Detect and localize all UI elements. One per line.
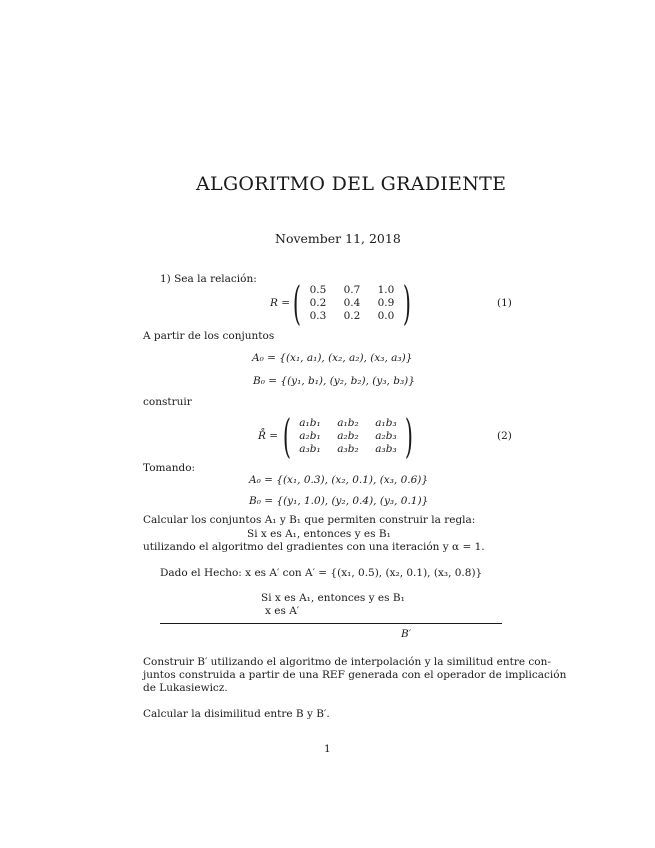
construct-label: construir [143,396,192,408]
relation-lhs: R = [270,297,291,309]
document-title: ALGORITMO DEL GRADIENTE [196,173,507,195]
set-B0-general: B₀ = {(y₁, b₁), (y₂, b₂), (y₃, b₃)} [253,375,415,387]
using-gradient-text: utilizando el algoritmo del gradientes con una iteración y α = 1. [143,541,485,553]
inference-divider [160,623,502,624]
page-number: 1 [324,743,331,755]
matrix-cell: 0.3 [309,309,327,322]
matrix-cell: a₃b₃ [375,442,397,455]
matrix-cell: a₃b₂ [337,442,359,455]
matrix-cell: a₂b₂ [337,429,359,442]
inference-rule: Si x es A₁, entonces y es B₁ [261,592,405,604]
matrix-cell: a₁b₂ [337,416,359,429]
matrix-cell: a₂b₃ [375,429,397,442]
matrix-cell: a₃b₁ [299,442,321,455]
document-date: November 11, 2018 [275,231,401,246]
set-B0-values: B₀ = {(y₁, 1.0), (y₂, 0.4), (y₃, 0.1)} [249,495,429,507]
taking-label: Tomando: [143,462,196,474]
inference-result: B′ [401,628,412,640]
right-paren: ) [404,409,413,463]
problem-1-label: 1) Sea la relación: [160,273,257,285]
intro-sets: A partir de los conjuntos [143,330,275,342]
matrix-cell: a₁b₃ [375,416,397,429]
matrix-cell: a₂b₁ [299,429,321,442]
matrix-R-grid [306,284,398,323]
construct-paragraph-line-2: juntos construida a partir de una REF generada con el operador de implicación [143,669,567,681]
matrix-cell: 0.2 [309,296,327,309]
fact-line: Dado el Hecho: x es A′ con A′ = {(x₁, 0.5), (x₂, 0.1), (x₃, 0.8)} [160,567,483,579]
equation-2-number: (2) [497,430,512,442]
dissimilarity-line: Calcular la disimilitud entre B y B′. [143,708,330,720]
left-paren: ( [282,409,292,463]
rule-line: Si x es A₁, entonces y es B₁ [247,528,391,540]
left-paren: ( [292,276,302,330]
set-A0-general: A₀ = {(x₁, a₁), (x₂, a₂), (x₃, a₃)} [252,352,413,364]
construct-paragraph-line-3: de Lukasiewicz. [143,682,228,694]
construct-paragraph-line-1: Construir B′ utilizando el algoritmo de interpolación y la similitud entre con- [143,656,551,668]
matrix-cell: 0.7 [343,283,361,296]
matrix-cell: 0.0 [377,309,395,322]
matrix-R-star [278,409,418,463]
matrix-cell: 0.2 [343,309,361,322]
right-paren: ) [402,276,411,330]
relation-star-lhs: R̊ = [258,430,279,442]
equation-1-number: (1) [497,297,512,309]
matrix-cell: a₁b₁ [299,416,321,429]
matrix-cell: 1.0 [377,283,395,296]
calc-sets-text: Calcular los conjuntos A₁ y B₁ que permiten construir la regla: [143,514,476,526]
matrix-R-star-grid [296,417,400,456]
matrix-cell: 0.9 [377,296,395,309]
matrix-cell: 0.4 [343,296,361,309]
inference-fact: x es A′ [265,605,300,617]
matrix-R [288,276,416,330]
matrix-cell: 0.5 [309,283,327,296]
set-A0-values: A₀ = {(x₁, 0.3), (x₂, 0.1), (x₃, 0.6)} [249,474,429,486]
